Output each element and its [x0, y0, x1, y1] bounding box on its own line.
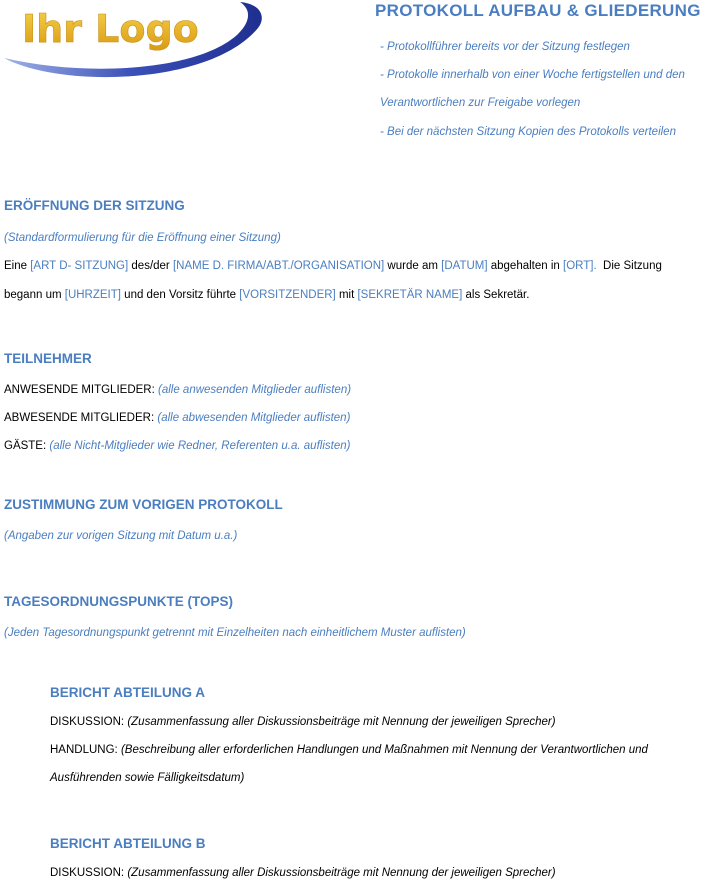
text: begann um — [4, 289, 65, 301]
text: und den Vorsitz führte — [120, 289, 240, 301]
field-hint: (alle Nicht-Mitglieder wie Redner, Referenten u.a. auflisten) — [49, 440, 351, 452]
opening-sentence-line-1 — [4, 260, 662, 272]
text: wurde am — [384, 260, 442, 272]
document-title: PROTOKOLL AUFBAU & GLIEDERUNG — [375, 1, 701, 20]
field-hint: (Beschreibung aller erforderlichen Handlungen und Maßnahmen mit Nennung der Verantwortlichen und — [120, 744, 648, 756]
field-label: ANWESENDE MITGLIEDER: — [4, 384, 158, 396]
placeholder-secretary: [SEKRETÄR NAME] — [357, 289, 463, 301]
text: des/der — [128, 260, 173, 272]
company-logo — [0, 0, 270, 90]
subsection-heading-report-b: BERICHT ABTEILUNG B — [50, 836, 206, 851]
field-label: ABWESENDE MITGLIEDER: — [4, 412, 158, 424]
placeholder-meeting-type: [ART D- SITZUNG] — [30, 260, 129, 272]
section-heading-approval: ZUSTIMMUNG ZUM VORIGEN PROTOKOLL — [4, 497, 283, 512]
report-a-action — [50, 744, 648, 756]
field-label: DISKUSSION: — [50, 867, 128, 879]
text: als Sekretär. — [462, 289, 530, 301]
placeholder-date: [DATUM] — [441, 260, 488, 272]
field-hint: (alle abwesenden Mitglieder auflisten) — [157, 412, 351, 424]
field-label: GÄSTE: — [4, 440, 50, 452]
text: abgehalten in — [487, 260, 563, 272]
placeholder-time: [UHRZEIT] — [64, 289, 121, 301]
text: Die Sitzung — [596, 260, 662, 272]
field-label: DISKUSSION: — [50, 716, 128, 728]
report-a-action-continued: Ausführenden sowie Fälligkeitsdatum) — [50, 772, 245, 784]
section-heading-agenda: TAGESORDNUNGSPUNKTE (TOPS) — [4, 594, 234, 609]
opening-hint: (Standardformulierung für die Eröffnung einer Sitzung) — [4, 232, 281, 244]
logo-text: Ihr Logo — [22, 7, 199, 51]
guideline-bullet: - Protokollführer bereits vor der Sitzung festlegen — [380, 41, 630, 53]
participants-guests — [4, 440, 350, 452]
section-heading-opening: ERÖFFNUNG DER SITZUNG — [4, 198, 185, 213]
placeholder-chair: [VORSITZENDER] — [239, 289, 336, 301]
participants-present — [4, 384, 351, 396]
participants-absent — [4, 412, 350, 424]
field-hint: (alle anwesenden Mitglieder auflisten) — [158, 384, 352, 396]
field-hint: (Zusammenfassung aller Diskussionsbeiträge mit Nennung der jeweiligen Sprecher) — [127, 716, 556, 728]
report-a-discussion — [50, 716, 556, 728]
report-b-discussion — [50, 867, 556, 879]
field-label: HANDLUNG: — [50, 744, 121, 756]
text: Eine — [4, 260, 31, 272]
agenda-hint: (Jeden Tagesordnungspunkt getrennt mit Einzelheiten nach einheitlichem Muster auflisten) — [4, 627, 466, 639]
section-heading-participants: TEILNEHMER — [4, 351, 92, 366]
guideline-bullet: - Protokolle innerhalb von einer Woche fertigstellen und den — [380, 69, 685, 81]
text: mit — [335, 289, 358, 301]
field-hint: (Zusammenfassung aller Diskussionsbeiträge mit Nennung der jeweiligen Sprecher) — [127, 867, 556, 879]
opening-sentence-line-2 — [4, 289, 529, 301]
guideline-bullet: Verantwortlichen zur Freigabe vorlegen — [380, 97, 581, 109]
placeholder-organisation: [NAME D. FIRMA/ABT./ORGANISATION] — [172, 260, 385, 272]
subsection-heading-report-a: BERICHT ABTEILUNG A — [50, 685, 205, 700]
guideline-bullet: - Bei der nächsten Sitzung Kopien des Protokolls verteilen — [380, 126, 676, 138]
placeholder-location: [ORT]. — [563, 260, 597, 272]
approval-hint: (Angaben zur vorigen Sitzung mit Datum u.a.) — [4, 530, 238, 542]
